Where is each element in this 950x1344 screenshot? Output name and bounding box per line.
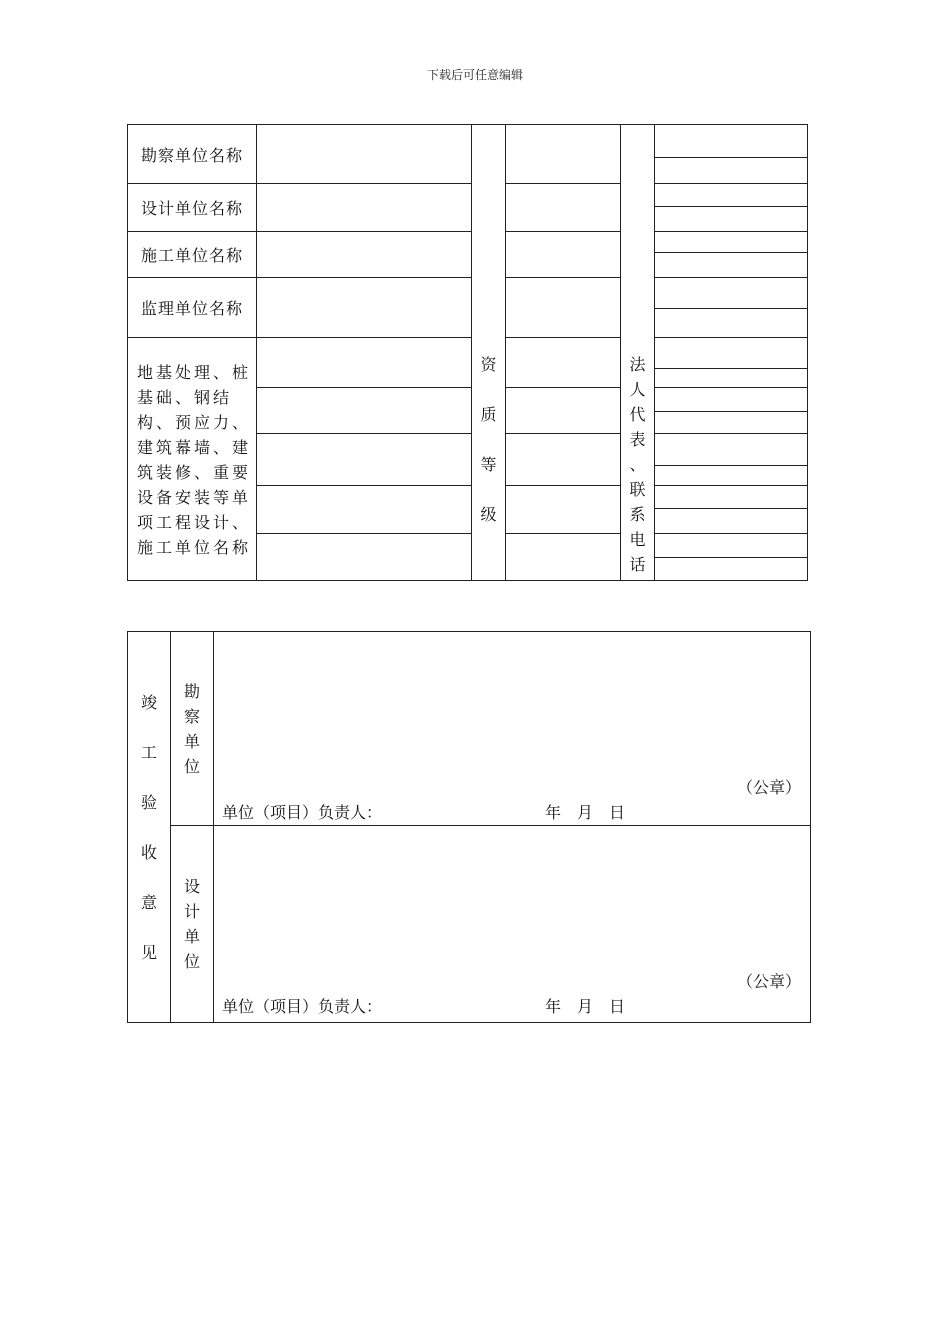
table1-subrow-line bbox=[256, 433, 472, 434]
date-label: 年 月 日 bbox=[545, 803, 626, 822]
supervision-unit-name-label: 监理单位名称 bbox=[140, 299, 243, 318]
design-unit-name-label: 设计单位名称 bbox=[140, 199, 243, 218]
table1-row-line bbox=[127, 337, 472, 338]
construction-unit-name-label: 施工单位名称 bbox=[140, 246, 243, 265]
phone-column-line bbox=[654, 368, 808, 369]
design-unit-label: 设 计 单 位 bbox=[183, 877, 200, 971]
phone-column-line bbox=[654, 231, 808, 232]
table1-row-line bbox=[505, 277, 621, 278]
survey-unit-name-label: 勘察单位名称 bbox=[140, 145, 243, 165]
phone-column-line bbox=[654, 485, 808, 486]
legal-rep-phone-label: 法 人 代 表 、 联 系 电 话 bbox=[629, 355, 646, 574]
official-seal-label: （公章） bbox=[737, 972, 802, 991]
table1-subrow-line bbox=[505, 387, 621, 388]
table1-subrow-line bbox=[256, 387, 472, 388]
survey-unit-label: 勘 察 单 位 bbox=[183, 682, 200, 776]
phone-column-line bbox=[654, 277, 808, 278]
phone-column-line bbox=[654, 157, 808, 158]
table1-row-line bbox=[505, 337, 621, 338]
phone-column-line bbox=[654, 252, 808, 253]
phone-column-line bbox=[654, 557, 808, 558]
table1-row-line bbox=[505, 183, 621, 184]
table1-divider bbox=[505, 124, 506, 581]
phone-column-line bbox=[654, 411, 808, 412]
phone-column-line bbox=[654, 508, 808, 509]
phone-column-line bbox=[654, 533, 808, 534]
table1-divider bbox=[256, 124, 257, 581]
qualification-grade-label: 资 质 等 级 bbox=[480, 355, 497, 524]
phone-column-line bbox=[654, 206, 808, 207]
table1-subrow-line bbox=[505, 433, 621, 434]
label-line: 施工单位名称 bbox=[137, 538, 252, 557]
phone-column-line bbox=[654, 337, 808, 338]
label-line: 筑装修、重要 bbox=[137, 463, 252, 482]
label-line: 设备安装等单 bbox=[137, 488, 252, 507]
date-label: 年 月 日 bbox=[545, 997, 626, 1016]
table2-row-line bbox=[170, 825, 811, 826]
responsible-person-label: 单位（项目）负责人： bbox=[222, 803, 383, 822]
page-header-note: 下载后可任意编辑 bbox=[426, 68, 523, 82]
phone-column-line bbox=[654, 183, 808, 184]
label-line: 地基处理、桩 bbox=[137, 363, 252, 382]
table1-divider bbox=[654, 124, 655, 581]
table1-subrow-line bbox=[505, 485, 621, 486]
table1-row-line bbox=[505, 231, 621, 232]
label-line: 建筑幕墙、建 bbox=[137, 438, 252, 457]
table1-subrow-line bbox=[505, 533, 621, 534]
label-line: 项工程设计、 bbox=[137, 513, 252, 532]
phone-column-line bbox=[654, 308, 808, 309]
phone-column-line bbox=[654, 387, 808, 388]
table2-border bbox=[127, 631, 811, 1023]
official-seal-label: （公章） bbox=[737, 778, 802, 797]
phone-column-line bbox=[654, 465, 808, 466]
phone-column-line bbox=[654, 433, 808, 434]
table2-divider bbox=[213, 631, 214, 1023]
table1-subrow-line bbox=[256, 533, 472, 534]
special-work-unit-name-label bbox=[137, 360, 251, 560]
label-line: 基础、钢结 bbox=[137, 388, 233, 407]
responsible-person-label: 单位（项目）负责人： bbox=[222, 997, 383, 1016]
table1-subrow-line bbox=[256, 485, 472, 486]
completion-acceptance-opinion-label: 竣 工 验 收 意 见 bbox=[140, 693, 157, 962]
label-line: 构、预应力、 bbox=[137, 413, 252, 432]
